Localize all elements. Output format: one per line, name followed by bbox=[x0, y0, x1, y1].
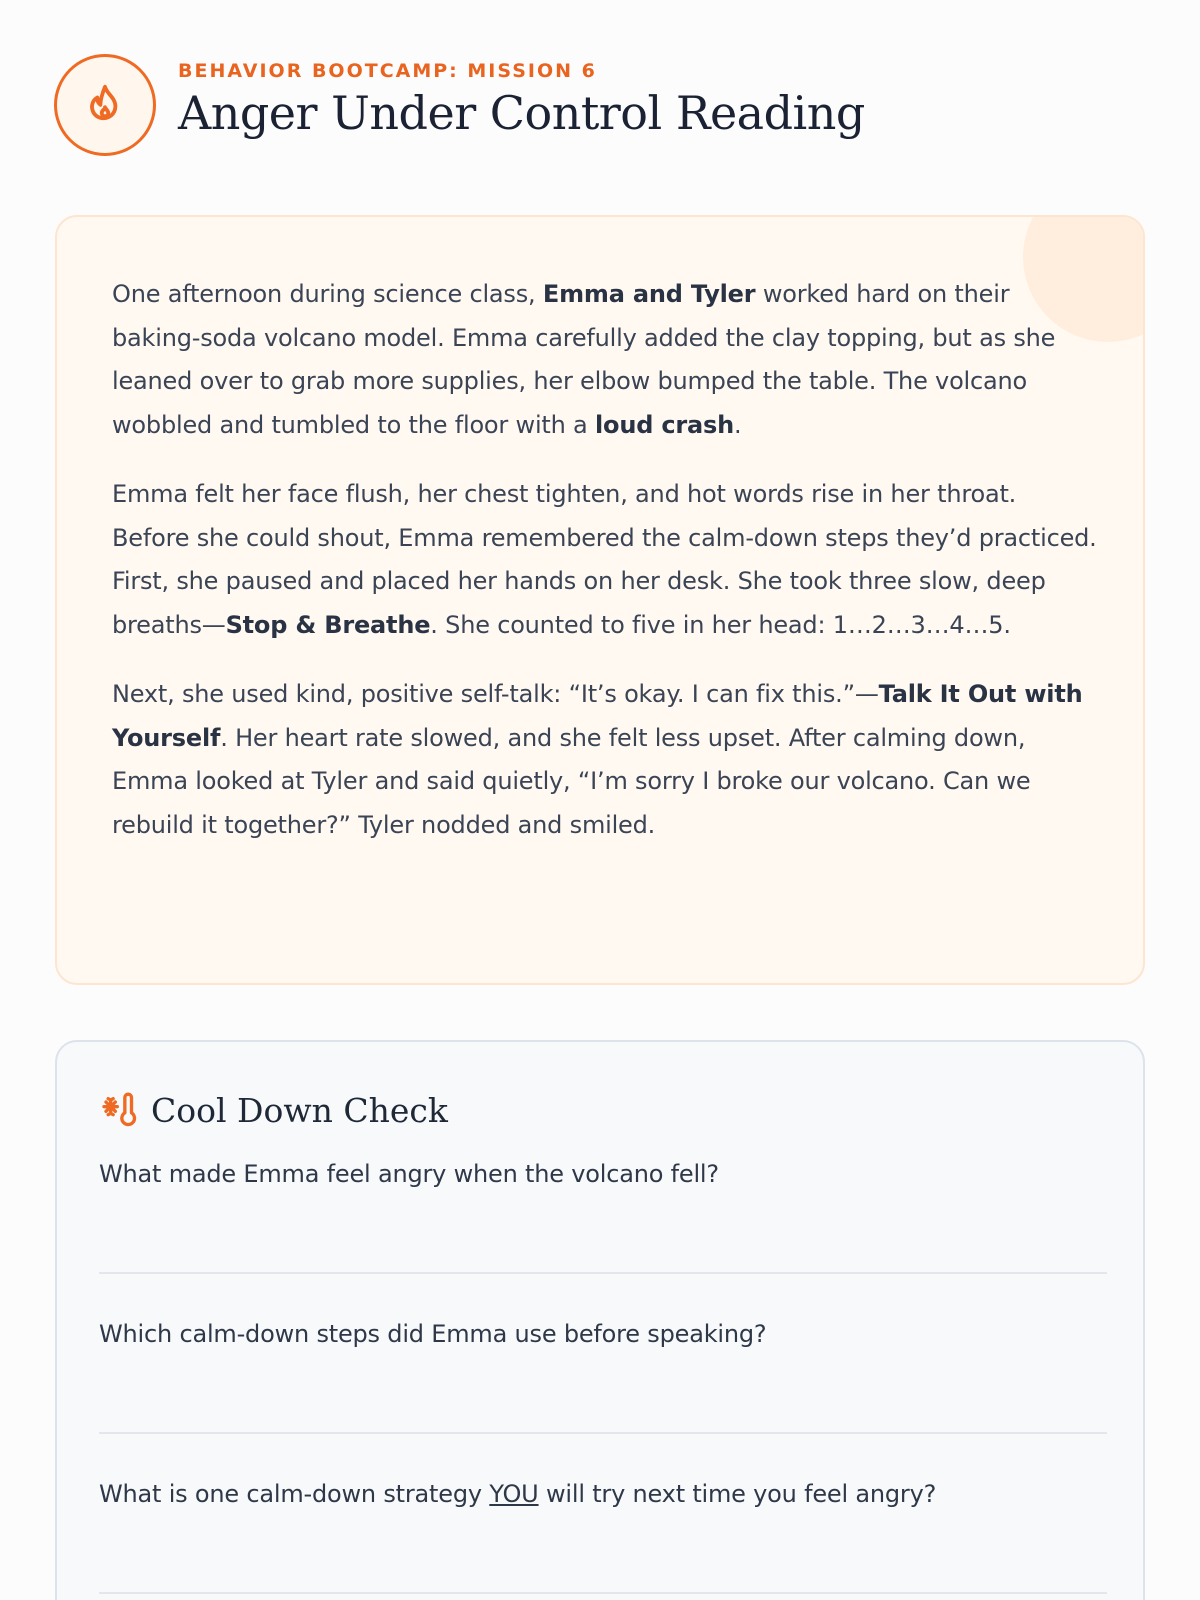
step-talk-it-out: Talk It Out with Yourself bbox=[112, 680, 1083, 752]
character-names: Emma and Tyler bbox=[542, 280, 756, 308]
question-3-post: will try next time you feel angry? bbox=[538, 1480, 937, 1508]
check-title: Cool Down Check bbox=[151, 1090, 448, 1130]
question-3 bbox=[99, 1480, 1107, 1508]
question-3-pre: What is one calm-down strategy bbox=[99, 1480, 490, 1508]
cool-down-check-card bbox=[55, 1040, 1145, 1600]
story-card bbox=[55, 215, 1145, 985]
text-run: . Her heart rate slowed, and she felt less upset. After calming down, Emma looked at Tyler and said quietly, “I’m sorry I broke our volcano. Can we rebuild it together?” Tyler nodded and smiled. bbox=[112, 723, 1031, 839]
question-1 bbox=[99, 1160, 1107, 1188]
check-header bbox=[99, 1090, 448, 1130]
answer-line-2[interactable] bbox=[99, 1432, 1107, 1434]
text-run: . bbox=[733, 410, 742, 439]
text-run: Next, she used kind, positive self-talk: “It’s okay. I can fix this.”— bbox=[112, 680, 879, 708]
mission-badge bbox=[54, 54, 156, 156]
answer-line-3[interactable] bbox=[99, 1592, 1107, 1594]
flame-icon bbox=[82, 82, 128, 128]
text-run: . She counted to five in her head: 1…2…3…4…5. bbox=[430, 610, 1011, 639]
question-2-text: Which calm-down steps did Emma use before speaking? bbox=[99, 1320, 767, 1348]
thermometer-snowflake-icon bbox=[99, 1090, 139, 1130]
question-2 bbox=[99, 1320, 1107, 1348]
story-text bbox=[112, 273, 1097, 873]
question-1-text: What made Emma feel angry when the volcano fell? bbox=[99, 1160, 719, 1188]
question-3-emphasis-you: YOU bbox=[489, 1480, 539, 1508]
story-paragraph-1 bbox=[112, 273, 1097, 447]
page-header bbox=[54, 54, 865, 156]
emphasis-loud-crash: loud crash bbox=[595, 410, 734, 439]
answer-line-1[interactable] bbox=[99, 1272, 1107, 1274]
step-stop-breathe: Stop & Breathe bbox=[225, 610, 431, 639]
story-paragraph-3 bbox=[112, 673, 1097, 847]
story-paragraph-2 bbox=[112, 473, 1097, 647]
page-title: Anger Under Control Reading bbox=[178, 86, 865, 140]
text-run: Emma felt her face flush, her chest tighten, and hot words rise in her throat. Before she could shout, Emma remembered the calm-down steps they’d practiced. First, she paused and placed her hands on her desk. She took three slow, deep breaths— bbox=[112, 480, 1097, 639]
text-run: One afternoon during science class, bbox=[112, 280, 543, 308]
mission-eyebrow: BEHAVIOR BOOTCAMP: MISSION 6 bbox=[178, 60, 597, 82]
header-text bbox=[178, 59, 865, 141]
text-run: worked hard on their baking-soda volcano model. Emma carefully added the clay topping, but as she leaned over to grab more supplies, her elbow bumped the table. The volcano wobbled and tumbled to the floor with a bbox=[112, 280, 1056, 439]
